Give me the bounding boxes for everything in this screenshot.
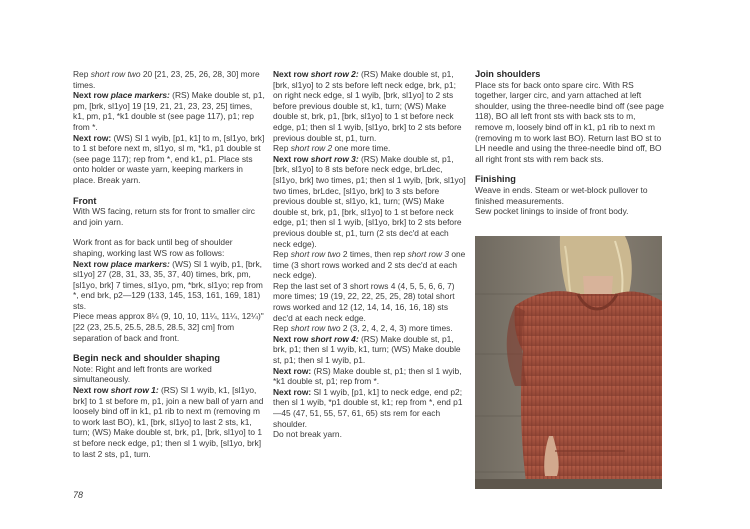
section-heading-front: Front [73, 195, 97, 206]
paragraph: Work front as for back until beg of shoulder shaping, working last WS row as follows: [73, 237, 233, 258]
paragraph: Weave in ends. Steam or wet-block pullover to finished measurements. [475, 184, 648, 206]
paragraph: Rep short row two 20 [21, 23, 25, 26, 28, 30] more times. [73, 69, 260, 90]
paragraph: Sew pocket linings to inside of front body. [475, 206, 629, 217]
column-right [475, 69, 665, 217]
section-heading-join-shoulders: Join shoulders [475, 69, 541, 79]
section-heading-finishing: Finishing [475, 174, 516, 185]
paragraph: Rep short row two 2 times, then rep short row 3 one time (3 short rows worked and 2 sts dec'd at each neck edge). [273, 249, 466, 281]
section-heading-neck: Begin neck and shoulder shaping [73, 353, 221, 364]
column-middle [273, 69, 467, 440]
paragraph: Place sts for back onto spare circ. With RS together, larger circ, and yarn attached at left shoulder, using the three-needle bind off (see page 118), BO all left front sts with back sts to m, remove m, loosely bind off in k1, p1 rib to next m (removing m to work last BO). Return last BO st to LH needle and using the three-needle bind off, BO all right front sts with rem back sts. [475, 79, 664, 164]
page-number: 78 [73, 490, 84, 500]
paragraph: Next row short row 2: (RS) Make double st, p1, [brk, sl1yo] to 2 sts before left neck edge, brk, p1; on right neck edge, sl 1 wyib, [brk, sl1yo] to 2 sts before previous double st, k1, turn; (WS) Make double st, brk, p1, [brk, sl1yo] to 1 st before neck edge, p1; then sl 1 wyib, [sl1yo, brk] to 2 sts before previous double st, p1, turn. [273, 69, 462, 143]
sweater-photo [475, 236, 662, 489]
paragraph: Piece meas approx 8¼ (9, 10, 10, 11¼, 11¼, 12¼)" [22 (23, 25.5, 25.5, 28.5, 28.5, 32] cm] from separation of back and front. [73, 311, 264, 343]
paragraph: Next row: (WS) Sl 1 wyib, [p1, k1] to m, [sl1yo, brk] to 1 st before next m, sl1yo, sl m, *k1, p1 double st (see page 117); rep from *, end k1, p1. Place sts onto holder or waste yarn, keeping markers in place. Break yarn. [73, 132, 265, 185]
paragraph: Rep short row two 2 (3, 2, 4, 2, 4, 3) more times. [273, 323, 453, 334]
paragraph: Next row: (RS) Make double st, p1; then sl 1 wyib, *k1 double st, p1; rep from *. [273, 365, 462, 387]
paragraph: Do not break yarn. [273, 429, 342, 440]
paragraph: Next row short row 1: (RS) Sl 1 wyib, k1, [sl1yo, brk] to 1 st before m, p1, join a new ball of yarn and loosely bind off in k1, p1 rib to next m (removing m to work last BO), k1, [brk, sl1yo] to last 2 sts, k1, turn; (WS) Make double st, brk, p1, [brk, sl1yo] to 1 st before neck edge, p1; then sl 1 wyib, [sl1yo, brk] to last 2 sts, p1, turn. [73, 385, 264, 459]
paragraph: Rep short row 2 one more time. [273, 143, 391, 154]
paragraph: Rep the last set of 3 short rows 4 (4, 5, 5, 6, 6, 7) more times; 19 (19, 22, 22, 25, 25, 28) total short rows worked and 12 (12, 14, 14, 16, 16, 18) sts dec'd at each neck edge. [273, 280, 455, 323]
paragraph: Next row short row 3: (RS) Make double st, p1, [brk, sl1yo] to 8 sts before neck edge, brLdec, [sl1yo, brk] two times, p1; then sl 1 wyib, [brk, sl1yo] two times, brLdec, [sl1yo, brk] to 3 sts before previous double st, sl1yo, k1, turn; (WS) Make double st, brk, p1, [brk, sl1yo] to 1 st before neck edge, p1; then sl 1 wyib, [sl1yo, brk] to 2 sts before previous double st, p1, turn (2 sts dec'd at each neck edge). [273, 153, 466, 249]
paragraph: Next row place markers: (RS) Make double st, p1, pm, [brk, sl1yo] 19 [19, 21, 21, 23, 23, 25] times, k1, pm, p1, *k1 double st (see page 117), p1; rep from *. [73, 90, 265, 132]
paragraph: Next row: Sl 1 wyib, [p1, k1] to neck edge, end p2; then sl 1 wyib, *p1 double st, k1; rep from *, end p1—45 (47, 51, 55, 57, 61, 65) sts rem for each shoulder. [273, 386, 463, 429]
column-left [73, 69, 265, 459]
paragraph: With WS facing, return sts for front to smaller circ and join yarn. [73, 206, 255, 227]
paragraph: Next row place markers: (WS) Sl 1 wyib, p1, [brk, sl1yo] 27 (28, 31, 33, 35, 37, 40) times, brk, pm, [sl1yo, brk] 7 times, sl1yo, pm, *brk, sl1yo; rep from *, end brk, p2—129 (133, 145, 153, 161, 169, 181) sts. [73, 258, 263, 311]
paragraph: Next row short row 4: (RS) Make double st, p1, brk, p1; then sl 1 wyib, k1, turn; (WS) Make double st, p1; then sl 1 wyib, p1. [273, 333, 461, 366]
note: Note: Right and left fronts are worked simultaneously. [73, 363, 212, 385]
